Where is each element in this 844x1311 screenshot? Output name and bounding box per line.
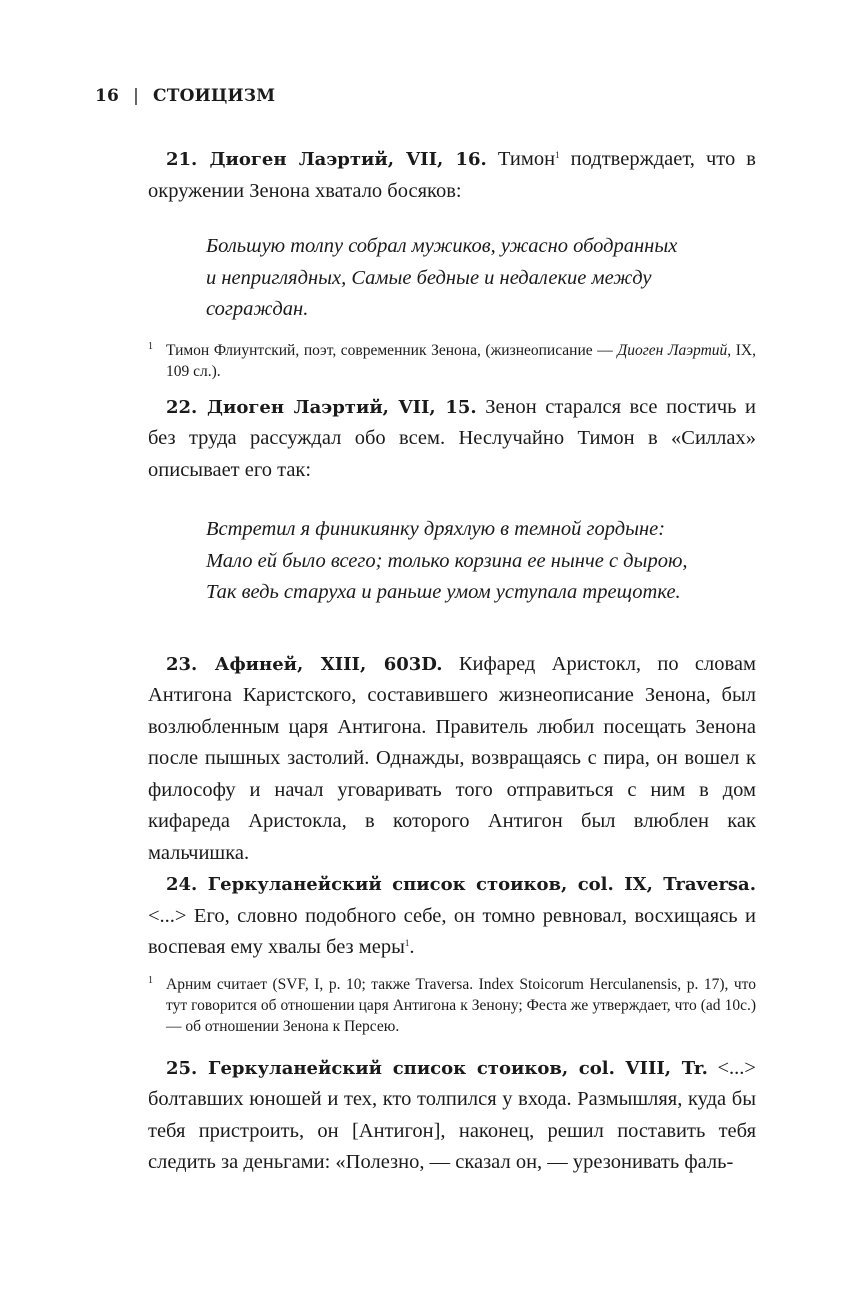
footnote-ref: 1 xyxy=(404,938,410,948)
header-separator: | xyxy=(133,86,139,106)
footnote-mark: 1 xyxy=(148,340,153,352)
verse-quote-1 xyxy=(206,231,756,326)
footnote-2: 1 Арним считает (SVF, I, p. 10; также Traversa. Index Stoicorum Herculanensis, p. 17), что тут говорится об отношении царя Антигона к Зенону; Феста же утверждает, что (ad 10c.) — об отношении Зенона к Персею. xyxy=(148,974,756,1035)
running-header xyxy=(95,86,275,106)
running-title: СТОИЦИЗМ xyxy=(153,86,276,106)
verse-line: Мало ей было всего; только корзина ее нынче с дырою, xyxy=(206,549,688,572)
verse-line: и неприглядных, Самые бедные и недалекие между xyxy=(206,266,652,289)
footnote-mark: 1 xyxy=(148,974,153,986)
page-number: 16 xyxy=(95,86,120,106)
entry-24-heading: 24. Геркуланейский список стоиков, col. IX, Traversa. xyxy=(166,874,756,895)
verse-line: Встретил я финикиянку дряхлую в темной гордыне: xyxy=(206,518,666,540)
entry-21: 21. Диоген Лаэртий, VII, 16. Тимон$^1$ подтверждает, что в окружении Зенона хватало босяков: xyxy=(148,148,756,202)
entry-23: 23. Афиней, XIII, 603D. Кифаред Аристокл, по словам Антигона Каристского, составившего жизнеописание Зенона, был возлюбленным царя Антигона. Правитель любил посещать Зенона после пышных застолий. Однажды, возвращаясь с пира, он вошел к философу и начал уговаривать того отправиться с ним в дом кифареда Аристокла, в которого Антигон был влюблен как мальчишка. xyxy=(148,652,756,864)
footnote-ref: 1 xyxy=(555,150,560,160)
entry-22: 22. Диоген Лаэртий, VII, 15. Зенон старался все постичь и без труда рассуждал обо всем. Неслучайно Тимон в «Силлах» описывает его так: xyxy=(148,395,756,481)
entry-21-heading: 21. Диоген Лаэртий, VII, 16. xyxy=(166,149,487,170)
entry-25-heading: 25. Геркуланейский список стоиков, col. VIII, Tr. xyxy=(166,1057,708,1079)
entry-24: 24. Геркуланейский список стоиков, col. IX, Traversa. <...> Его, словно подобного себе, он томно ревновал, восхищаясь и воспевая ему хвалы без меры$^1$. xyxy=(148,874,756,958)
verse-line: Большую толпу собрал мужиков, ужасно ободранных xyxy=(206,235,678,257)
entry-25: 25. Геркуланейский список стоиков, col. VIII, Tr. <...> болтавших юношей и тех, кто толпился у входа. Размышляя, куда бы тебя пристроить, он [Антигон], наконец, решил поставить тебя следить за деньгами: «Полезно, — сказал он, — урезонивать фаль- xyxy=(148,1056,756,1173)
footnote-1: 1 Тимон Флиунтский, поэт, современник Зенона, (жизнеописание — Диоген Лаэртий, IX, 109 сл.). xyxy=(148,340,756,380)
page-body xyxy=(148,144,756,1179)
verse-quote-2 xyxy=(206,514,756,609)
entry-23-heading: 23. Афиней, XIII, 603D. xyxy=(166,653,443,675)
entry-22-heading: 22. Диоген Лаэртий, VII, 15. xyxy=(166,396,477,418)
verse-line: Так ведь старуха и раньше умом уступала трещотке. xyxy=(206,581,681,603)
verse-line: сограждан. xyxy=(206,298,309,320)
